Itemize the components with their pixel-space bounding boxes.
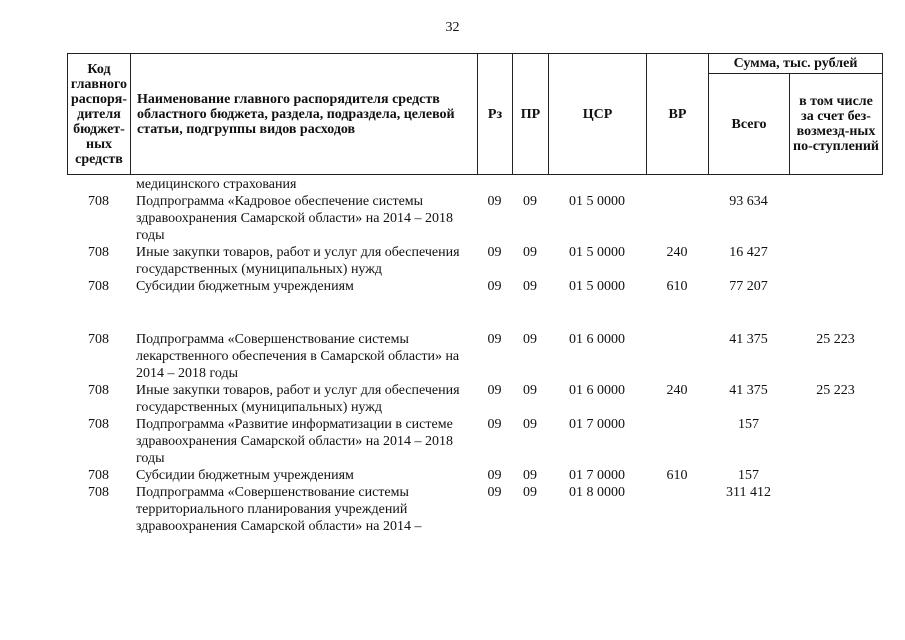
cell-vr bbox=[646, 416, 708, 467]
cell-pr bbox=[512, 176, 548, 193]
cell-code bbox=[67, 176, 130, 193]
cell-pr: 09 bbox=[523, 417, 537, 432]
cell-name: Подпрограмма «Совершенствование системы лекарственного обеспечения в Самарской области» на 2014 – 2018 годы bbox=[136, 332, 460, 381]
header-vr: ВР bbox=[647, 54, 709, 175]
data-table bbox=[67, 176, 882, 535]
cell-name: Иные закупки товаров, работ и услуг для обеспечения государственных (муниципальных) нужд bbox=[136, 383, 460, 415]
cell-rz: 09 bbox=[487, 468, 502, 483]
cell-name: Субсидии бюджетным учреждениям bbox=[136, 468, 354, 483]
cell-free: 25 223 bbox=[816, 332, 855, 347]
header-free: в том числе за счет без-возмезд-ных по-ступлений bbox=[790, 74, 883, 175]
cell-vr: 610 bbox=[666, 279, 688, 294]
table-row bbox=[67, 467, 882, 484]
table-row bbox=[67, 176, 882, 193]
header-rz: Рз bbox=[478, 54, 513, 175]
cell-vr bbox=[646, 484, 708, 535]
cell-csr: 01 6 0000 bbox=[569, 383, 625, 398]
cell-csr: 01 5 0000 bbox=[569, 245, 625, 260]
table-row bbox=[67, 484, 882, 535]
cell-code: 708 bbox=[88, 194, 109, 209]
cell-rz: 09 bbox=[487, 383, 502, 398]
cell-pr: 09 bbox=[523, 332, 537, 347]
table-row bbox=[67, 278, 882, 295]
cell-code: 708 bbox=[88, 245, 109, 260]
cell-csr: 01 5 0000 bbox=[569, 194, 625, 209]
cell-total: 157 bbox=[738, 417, 759, 432]
cell-rz: 09 bbox=[487, 245, 502, 260]
table-body bbox=[67, 176, 882, 535]
cell-free: 25 223 bbox=[816, 383, 855, 398]
table-row bbox=[67, 244, 882, 278]
cell-code: 708 bbox=[88, 279, 109, 294]
header-sum: Сумма, тыс. рублей bbox=[709, 54, 883, 74]
cell-csr: 01 8 0000 bbox=[569, 485, 625, 500]
cell-total: 41 375 bbox=[729, 383, 768, 398]
cell-code: 708 bbox=[88, 332, 109, 347]
cell-free bbox=[789, 484, 882, 535]
cell-pr: 09 bbox=[523, 194, 537, 209]
cell-vr bbox=[646, 193, 708, 244]
header-pr: ПР bbox=[513, 54, 549, 175]
cell-vr: 240 bbox=[666, 383, 688, 398]
cell-vr: 240 bbox=[666, 245, 688, 260]
cell-code: 708 bbox=[88, 417, 109, 432]
cell-free bbox=[789, 416, 882, 467]
table-row bbox=[67, 416, 882, 467]
cell-code: 708 bbox=[88, 468, 109, 483]
cell-name: Подпрограмма «Совершенствование системы территориального планирования учреждений здравоохранения Самарской области» на 2014 – bbox=[136, 485, 422, 534]
cell-rz: 09 bbox=[487, 417, 502, 432]
cell-pr: 09 bbox=[523, 279, 537, 294]
cell-rz: 09 bbox=[487, 332, 502, 347]
row-spacer bbox=[67, 295, 882, 331]
cell-name: Подпрограмма «Кадровое обеспечение системы здравоохранения Самарской области» на 2014 – 2018 годы bbox=[136, 194, 453, 243]
cell-rz: 09 bbox=[487, 279, 502, 294]
cell-code: 708 bbox=[88, 485, 109, 500]
table-row bbox=[67, 193, 882, 244]
cell-total: 16 427 bbox=[729, 245, 768, 260]
header-code: Код главного распоря-дителя бюджет-ных средств bbox=[68, 54, 131, 175]
cell-total: 41 375 bbox=[729, 332, 768, 347]
table-row bbox=[67, 382, 882, 416]
cell-total: 77 207 bbox=[729, 279, 768, 294]
cell-vr: 610 bbox=[666, 468, 688, 483]
cell-csr: 01 6 0000 bbox=[569, 332, 625, 347]
cell-pr: 09 bbox=[523, 245, 537, 260]
cell-vr bbox=[646, 176, 708, 193]
cell-csr: 01 5 0000 bbox=[569, 279, 625, 294]
cell-csr: 01 7 0000 bbox=[569, 468, 625, 483]
cell-total: 93 634 bbox=[729, 194, 768, 209]
cell-pr: 09 bbox=[523, 468, 537, 483]
cell-free bbox=[789, 176, 882, 193]
cell-total: 157 bbox=[738, 468, 759, 483]
cell-total bbox=[708, 176, 789, 193]
cell-name: Субсидии бюджетным учреждениям bbox=[136, 279, 354, 294]
header-csr: ЦСР bbox=[549, 54, 647, 175]
table-row bbox=[67, 331, 882, 382]
header-name: Наименование главного распорядителя средств областного бюджета, раздела, подраздела, целевой статьи, подгруппы видов расходов bbox=[131, 54, 478, 175]
cell-pr: 09 bbox=[523, 383, 537, 398]
cell-rz bbox=[477, 176, 512, 193]
cell-csr: 01 7 0000 bbox=[569, 417, 625, 432]
cell-code: 708 bbox=[88, 383, 109, 398]
cell-total: 311 412 bbox=[726, 485, 771, 500]
cell-name: Подпрограмма «Развитие информатизации в системе здравоохранения Самарской области» на 2014 – 2018 годы bbox=[136, 417, 453, 466]
cell-free bbox=[789, 278, 882, 295]
cell-name: медицинского страхования bbox=[136, 177, 297, 192]
cell-free bbox=[789, 193, 882, 244]
cell-rz: 09 bbox=[487, 194, 502, 209]
cell-pr: 09 bbox=[523, 485, 537, 500]
cell-rz: 09 bbox=[487, 485, 502, 500]
cell-vr bbox=[646, 331, 708, 382]
header-total: Всего bbox=[709, 74, 790, 175]
cell-name: Иные закупки товаров, работ и услуг для обеспечения государственных (муниципальных) нужд bbox=[136, 245, 460, 277]
page-number: 32 bbox=[445, 20, 460, 35]
table-header bbox=[67, 53, 883, 175]
cell-free bbox=[789, 467, 882, 484]
cell-csr bbox=[548, 176, 646, 193]
cell-free bbox=[789, 244, 882, 278]
